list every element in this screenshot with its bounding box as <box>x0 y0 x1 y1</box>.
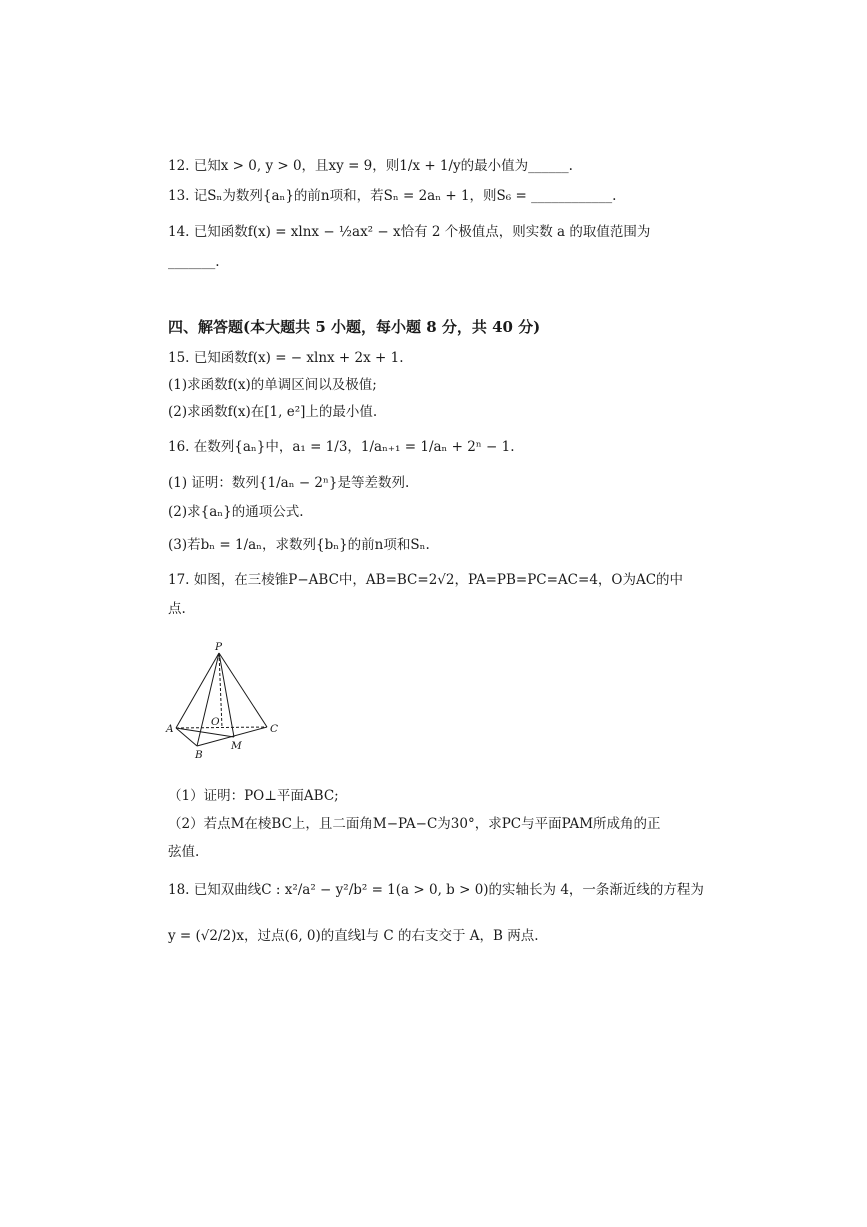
q15-part-1: (1)求函数f(x)的单调区间以及极值; <box>168 377 377 393</box>
label-C: C <box>270 723 279 735</box>
q15-stem: 15. 已知函数f(x) = − xlnx + 2x + 1. <box>168 350 404 366</box>
problem-14-line-1: 14. 已知函数f(x) = xlnx − ½ax² − x恰有 2 个极值点，则实数 a 的取值范围为 <box>168 224 651 240</box>
q18-stem-line-1: 18. 已知双曲线C : x²/a² − y²/b² = 1(a > 0, b > 0)的实轴长为 4，一条渐近线的方程为 <box>168 882 704 898</box>
q17-part-1: （1）证明：PO⊥平面ABC; <box>168 788 339 804</box>
q17-part-2-line-2: 弦值. <box>168 844 200 860</box>
problem-12: 12. 已知x > 0, y > 0，且xy = 9，则1/x + 1/y的最小值为______. <box>168 158 573 174</box>
q18-stem-line-2: y = (√2/2)x，过点(6, 0)的直线l与 C 的右支交于 A，B 两点. <box>168 928 539 944</box>
q17-stem-line-1: 17. 如图，在三棱锥P−ABC中，AB=BC=2√2，PA=PB=PC=AC=4，O为AC的中 <box>168 572 684 588</box>
q16-part-2: (2)求{aₙ}的通项公式. <box>168 504 304 520</box>
pyramid-figure <box>162 640 292 765</box>
label-A: A <box>166 723 174 735</box>
label-B: B <box>195 749 203 761</box>
label-O: O <box>211 716 220 728</box>
label-M: M <box>231 740 242 752</box>
q17-part-2-line-1: （2）若点M在棱BC上，且二面角M−PA−C为30°，求PC与平面PAM所成角的正 <box>168 816 661 832</box>
problem-13: 13. 记Sₙ为数列{aₙ}的前n项和，若Sₙ = 2aₙ + 1，则S₆ = ____________. <box>168 188 617 204</box>
q16-stem: 16. 在数列{aₙ}中，a₁ = 1/3，1/aₙ₊₁ = 1/aₙ + 2ⁿ − 1. <box>168 439 515 455</box>
label-P: P <box>215 641 223 653</box>
q16-part-1: (1) 证明：数列{1/aₙ − 2ⁿ}是等差数列. <box>168 475 410 491</box>
q15-part-2: (2)求函数f(x)在[1, e²]上的最小值. <box>168 404 378 420</box>
q16-part-3: (3)若bₙ = 1/aₙ，求数列{bₙ}的前n项和Sₙ. <box>168 537 430 553</box>
q17-stem-line-2: 点. <box>168 601 186 617</box>
section-heading: 四、解答题(本大题共 5 小题，每小题 8 分，共 40 分) <box>168 318 541 336</box>
problem-14-line-2: _______. <box>168 254 220 270</box>
